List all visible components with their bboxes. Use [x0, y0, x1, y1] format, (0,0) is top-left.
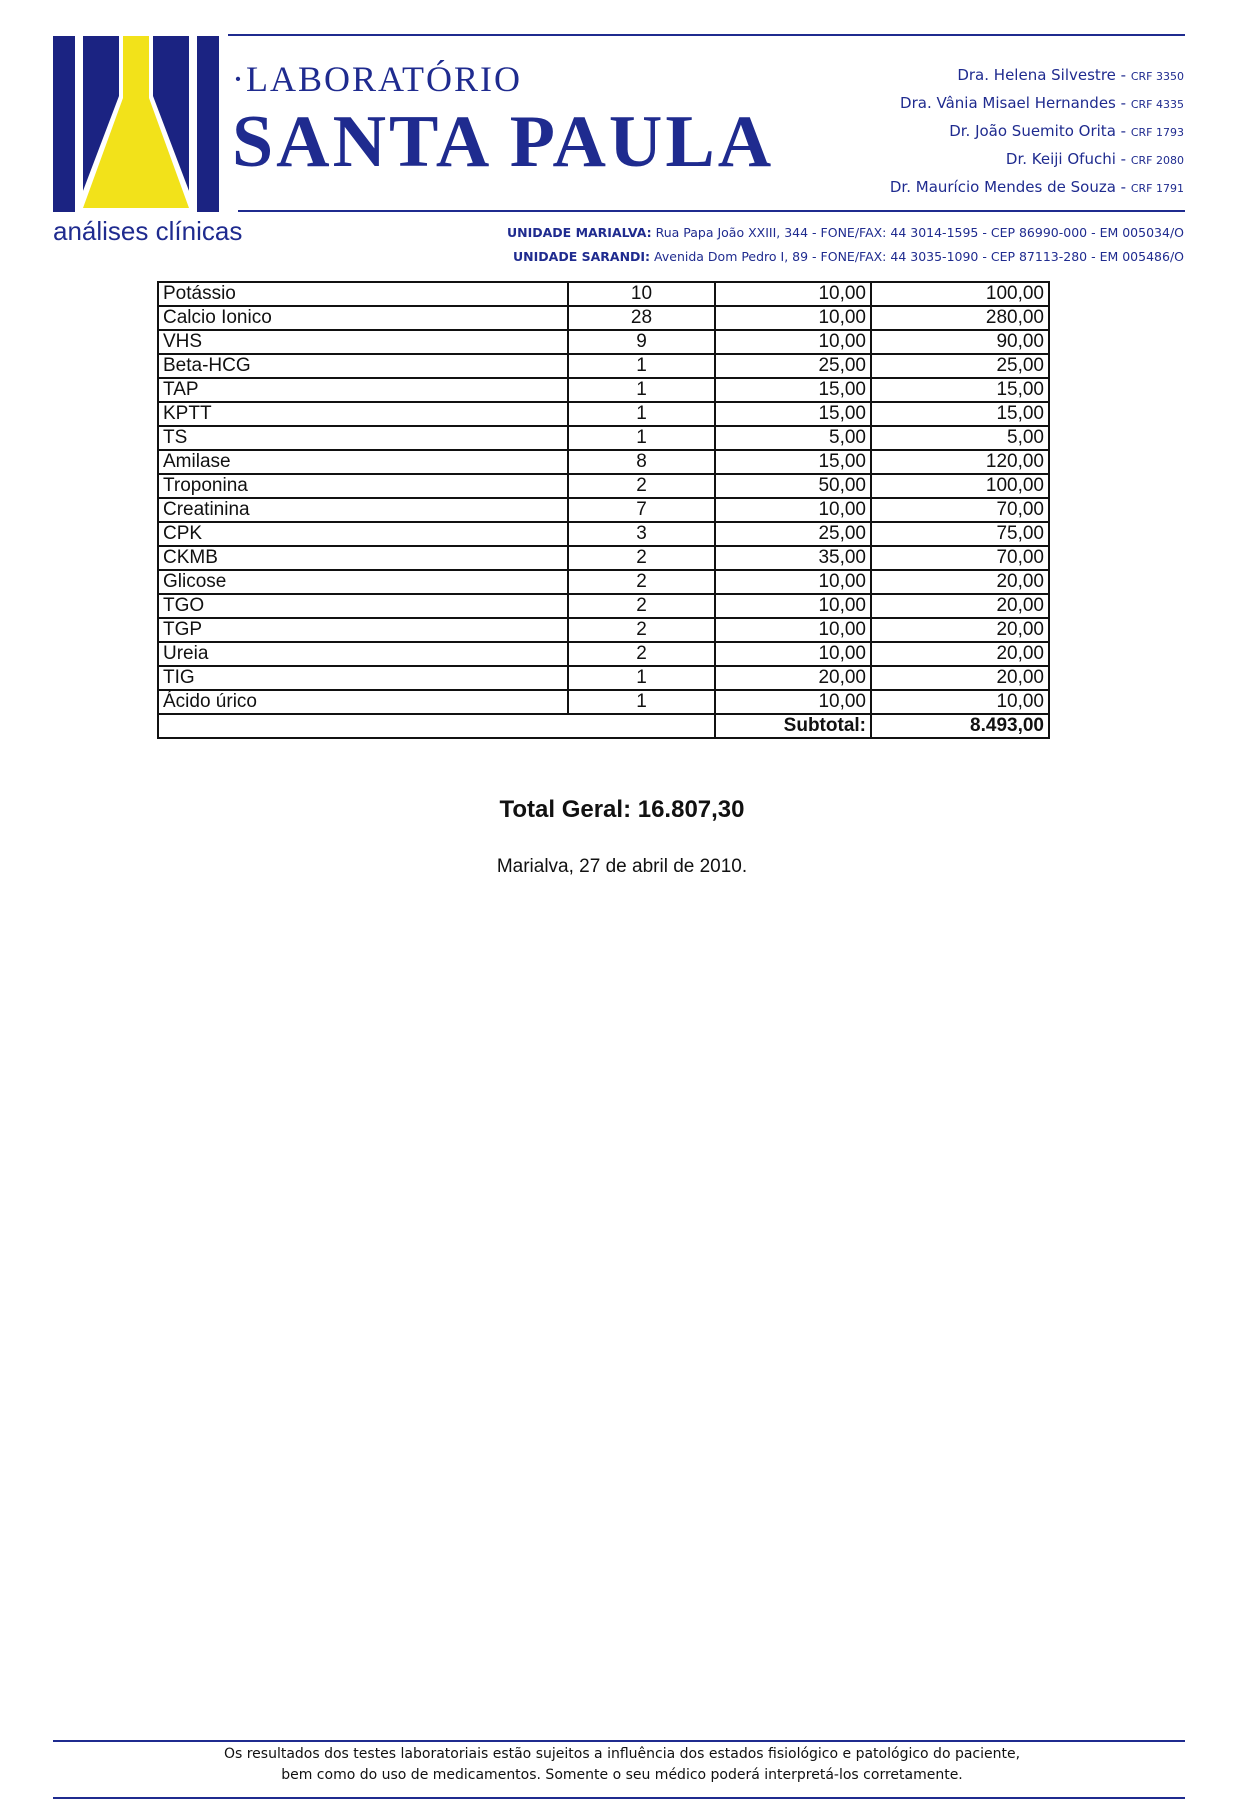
- brand-santa-paula: SANTA PAULA: [232, 101, 775, 183]
- exam-name-cell: KPTT: [158, 402, 568, 426]
- table-row: [158, 570, 1049, 594]
- subtotal-empty-cell: [158, 714, 568, 738]
- exam-name-cell: Ácido úrico: [158, 690, 568, 714]
- unit-price-cell: 15,00: [715, 402, 871, 426]
- table-row: [158, 618, 1049, 642]
- exam-name-cell: TIG: [158, 666, 568, 690]
- exam-name-cell: Amilase: [158, 450, 568, 474]
- line-total-cell: 75,00: [871, 522, 1049, 546]
- line-total-cell: 120,00: [871, 450, 1049, 474]
- table-row: [158, 426, 1049, 450]
- unit-price-cell: 15,00: [715, 378, 871, 402]
- quantity-cell: 9: [568, 330, 715, 354]
- line-total-cell: 20,00: [871, 666, 1049, 690]
- subtotal-empty-cell: [568, 714, 715, 738]
- table-row: [158, 522, 1049, 546]
- exam-name-cell: Calcio Ionico: [158, 306, 568, 330]
- line-total-cell: 70,00: [871, 546, 1049, 570]
- exam-name-cell: TGO: [158, 594, 568, 618]
- doctor-entry: Dr. João Suemito Orita - CRF 1793: [949, 122, 1184, 140]
- subtotal-row: [158, 714, 1049, 738]
- line-total-cell: 20,00: [871, 594, 1049, 618]
- doctor-entry: Dr. Maurício Mendes de Souza - CRF 1791: [889, 178, 1184, 196]
- line-total-cell: 20,00: [871, 570, 1049, 594]
- unit-price-cell: 10,00: [715, 306, 871, 330]
- line-total-cell: 10,00: [871, 690, 1049, 714]
- quantity-cell: 28: [568, 306, 715, 330]
- line-total-cell: 25,00: [871, 354, 1049, 378]
- exam-name-cell: Glicose: [158, 570, 568, 594]
- line-total-cell: 15,00: [871, 378, 1049, 402]
- exam-name-cell: Potássio: [158, 282, 568, 306]
- unit-price-cell: 10,00: [715, 642, 871, 666]
- units-addresses: [507, 221, 1184, 269]
- line-total-cell: 15,00: [871, 402, 1049, 426]
- subtotal-value: 8.493,00: [871, 714, 1049, 738]
- footer-disclaimer: [0, 1744, 1244, 1786]
- doctor-entry: Dra. Vânia Misael Hernandes - CRF 4335: [900, 94, 1184, 112]
- total-geral: Total Geral: 16.807,30: [499, 796, 745, 823]
- unit-price-cell: 10,00: [715, 594, 871, 618]
- quantity-cell: 10: [568, 282, 715, 306]
- unit-price-cell: 20,00: [715, 666, 871, 690]
- quantity-cell: 8: [568, 450, 715, 474]
- exam-name-cell: CKMB: [158, 546, 568, 570]
- line-total-cell: 5,00: [871, 426, 1049, 450]
- quantity-cell: 1: [568, 690, 715, 714]
- flask-logo-icon: [53, 36, 219, 212]
- line-total-cell: 280,00: [871, 306, 1049, 330]
- quantity-cell: 2: [568, 642, 715, 666]
- unit-price-cell: 35,00: [715, 546, 871, 570]
- table-row: [158, 546, 1049, 570]
- unit-price-cell: 10,00: [715, 618, 871, 642]
- unit-marialva: UNIDADE MARIALVA: Rua Papa João XXIII, 344 - FONE/FAX: 44 3014-1595 - CEP 86990-000 - EM 005034/O: [506, 225, 1184, 240]
- disclaimer-line: Os resultados dos testes laboratoriais estão sujeitos a influência dos estados fisiológico e patológico do paciente,: [223, 1746, 1021, 1762]
- line-total-cell: 100,00: [871, 474, 1049, 498]
- quantity-cell: 2: [568, 594, 715, 618]
- unit-price-cell: 10,00: [715, 690, 871, 714]
- date-line: Marialva, 27 de abril de 2010.: [496, 856, 748, 877]
- unit-price-cell: 10,00: [715, 330, 871, 354]
- quantity-cell: 7: [568, 498, 715, 522]
- table-row: [158, 402, 1049, 426]
- quantity-cell: 2: [568, 546, 715, 570]
- table-row: [158, 450, 1049, 474]
- line-total-cell: 70,00: [871, 498, 1049, 522]
- exam-name-cell: Creatinina: [158, 498, 568, 522]
- quantity-cell: 1: [568, 354, 715, 378]
- unit-price-cell: 25,00: [715, 354, 871, 378]
- doctor-entry: Dr. Keiji Ofuchi - CRF 2080: [1005, 150, 1184, 168]
- table-row: [158, 474, 1049, 498]
- header-top-rule: [228, 34, 1185, 36]
- doctors-list: [890, 62, 1184, 202]
- table-row: [158, 378, 1049, 402]
- table-row: [158, 666, 1049, 690]
- quantity-cell: 1: [568, 378, 715, 402]
- exam-name-cell: Ureia: [158, 642, 568, 666]
- subtotal-label: Subtotal:: [715, 714, 871, 738]
- line-total-cell: 20,00: [871, 642, 1049, 666]
- header-bottom-rule: [238, 210, 1185, 212]
- quantity-cell: 3: [568, 522, 715, 546]
- quantity-cell: 1: [568, 666, 715, 690]
- unit-price-cell: 5,00: [715, 426, 871, 450]
- table-row: [158, 498, 1049, 522]
- quantity-cell: 1: [568, 402, 715, 426]
- unit-price-cell: 10,00: [715, 570, 871, 594]
- doctor-entry: Dra. Helena Silvestre - CRF 3350: [957, 66, 1184, 84]
- table-row: [158, 642, 1049, 666]
- quantity-cell: 2: [568, 618, 715, 642]
- brand-tagline: análises clínicas: [53, 216, 243, 246]
- table-row: [158, 330, 1049, 354]
- quantity-cell: 1: [568, 426, 715, 450]
- exam-name-cell: VHS: [158, 330, 568, 354]
- exam-name-cell: TGP: [158, 618, 568, 642]
- exams-table: [157, 281, 1050, 739]
- line-total-cell: 90,00: [871, 330, 1049, 354]
- exam-name-cell: Troponina: [158, 474, 568, 498]
- table-row: [158, 306, 1049, 330]
- unit-sarandi: UNIDADE SARANDI: Avenida Dom Pedro I, 89 - FONE/FAX: 44 3035-1090 - CEP 87113-280 - EM 005486/O: [513, 249, 1184, 264]
- unit-price-cell: 10,00: [715, 282, 871, 306]
- footer-bottom-rule: [53, 1797, 1185, 1799]
- exam-name-cell: TAP: [158, 378, 568, 402]
- table-row: [158, 282, 1049, 306]
- quantity-cell: 2: [568, 474, 715, 498]
- unit-price-cell: 15,00: [715, 450, 871, 474]
- footer-top-rule: [53, 1740, 1185, 1742]
- exam-name-cell: TS: [158, 426, 568, 450]
- line-total-cell: 20,00: [871, 618, 1049, 642]
- table-row: [158, 354, 1049, 378]
- exam-name-cell: CPK: [158, 522, 568, 546]
- brand-laboratorio: ·LABORATÓRIO: [232, 59, 522, 99]
- quantity-cell: 2: [568, 570, 715, 594]
- table-row: [158, 690, 1049, 714]
- unit-price-cell: 10,00: [715, 498, 871, 522]
- unit-price-cell: 50,00: [715, 474, 871, 498]
- unit-price-cell: 25,00: [715, 522, 871, 546]
- disclaimer-line: bem como do uso de medicamentos. Somente o seu médico poderá interpretá-los corretamente.: [281, 1767, 963, 1783]
- exam-name-cell: Beta-HCG: [158, 354, 568, 378]
- line-total-cell: 100,00: [871, 282, 1049, 306]
- table-row: [158, 594, 1049, 618]
